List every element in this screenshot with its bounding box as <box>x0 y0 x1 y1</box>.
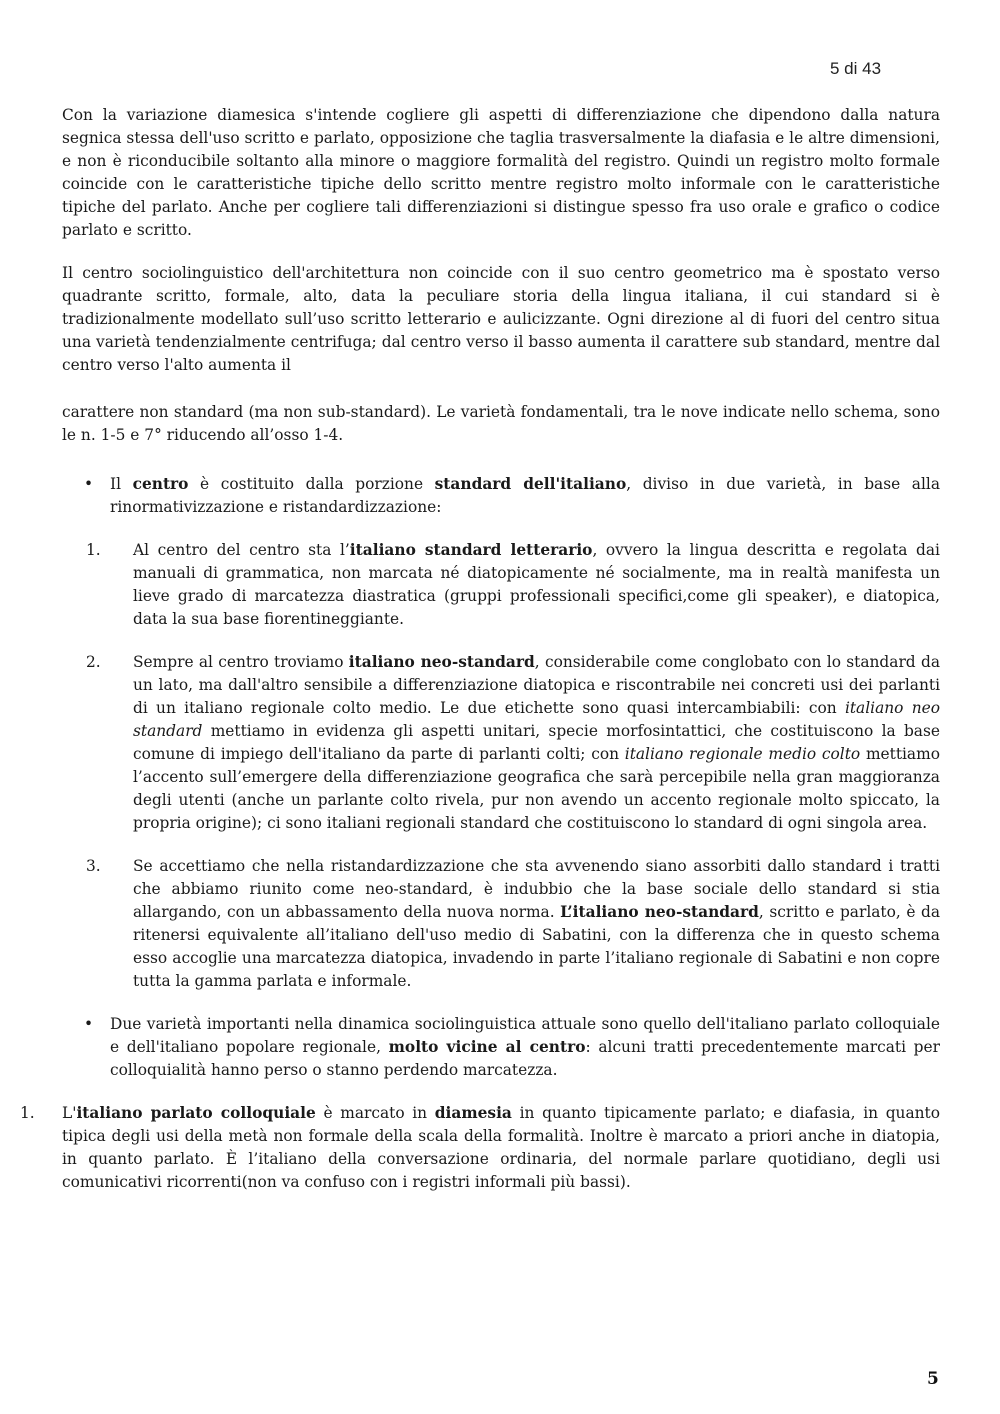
bullet-item-due-varieta <box>62 1013 940 1082</box>
list-item-standard-letterario <box>62 539 940 631</box>
list-number: 1. <box>86 541 101 559</box>
list-item-text: Sempre al centro troviamo italiano neo-standard, considerabile come conglobato con lo standard da un lato, ma dall'altro sensibile a differenziazione diatopica e riscontrabile nei concreti usi dei parlanti di un italiano regionale colto medio. Le due etichette sono quasi intercambiabili: con italiano neo standard mettiamo in evidenza gli aspetti unitari, specie morfosintattici, che costituiscono la base comune di impiego dell'italiano da parte di parlanti colti; con italiano regionale medio colto mettiamo l’accento sull’emergere della differenziazione geografica che sarà percepibile nella gran maggioranza degli utenti (anche un parlante colto rivela, pur non avendo un accento regionale molto spiccato, la propria origine); ci sono italiani regionali standard che costituiscono lo standard di ogni singola area. <box>133 653 940 832</box>
list-number: 3. <box>86 857 101 875</box>
bullet-marker: • <box>84 475 94 493</box>
paragraph-diamesica: Con la variazione diamesica s'intende cogliere gli aspetti di differenziazione che dipendono dalla natura segnica stessa dell'uso scritto e parlato, opposizione che taglia trasversalmente la diafasia e le altre dimensioni, e non è riconducibile soltanto alla minore o maggiore formalità del registro. Quindi un registro molto formale coincide con le caratteristiche tipiche dello scritto mentre registro molto informale con le caratteristiche tipiche del parlato. Anche per cogliere tali differenziazioni si distingue spesso fra uso orale e grafico o codice parlato e scritto. <box>62 106 940 239</box>
bullet-text: Il centro è costituito dalla porzione standard dell'italiano, diviso in due varietà, in base alla rinormativizzazione e ristandardizzazione: <box>110 475 940 516</box>
paragraph-varieta-fondamentali: carattere non standard (ma non sub-standard). Le varietà fondamentali, tra le nove indicate nello schema, sono le n. 1-5 e 7° riducendo all’osso 1-4. <box>62 403 940 444</box>
list-number: 2. <box>86 653 101 671</box>
page-counter: 5 di 43 <box>830 59 882 78</box>
list-item-ristandardizzazione <box>62 855 940 993</box>
list-number: 1. <box>20 1104 35 1122</box>
page-number: 5 <box>927 1369 939 1389</box>
list-item-neo-standard <box>62 651 940 835</box>
bullet-marker: • <box>84 1015 94 1033</box>
list-item-text: Se accettiamo che nella ristandardizzazione che sta avvenendo siano assorbiti dallo standard i tratti che abbiamo riunito come neo-standard, è indubbio che la base sociale dello standard si stia allargando, con un abbassamento della nuova norma. L’italiano neo-standard, scritto e parlato, è da ritenersi equivalente all’italiano dell'uso medio di Sabatini, con la differenza che in questo schema esso accoglie una marcatezza diatopica, invadendo in parte l’italiano regionale di Sabatini e non copre tutta la gamma parlata e informale. <box>133 857 940 990</box>
bullet-item-centro <box>62 473 940 519</box>
document-body <box>20 104 941 1214</box>
paragraph-centro-sociolinguistico: Il centro sociolinguistico dell'architettura non coincide con il suo centro geometrico ma è spostato verso quadrante scritto, formale, alto, data la peculiare storia della lingua italiana, il cui standard si è tradizionalmente modellato sull’uso scritto letterario e aulicizzante. Ogni direzione al di fuori del centro situa una varietà tendenzialmente centrifuga; dal centro verso il basso aumenta il carattere sub standard, mentre dal centro verso l'alto aumenta il <box>62 264 940 374</box>
list-item-parlato-colloquiale <box>20 1102 941 1194</box>
list-item-text: L'italiano parlato colloquiale è marcato in diamesia in quanto tipicamente parlato; e diafasia, in quanto tipica degli usi della metà non formale della scala della formalità. Inoltre è marcato a priori anche in diatopia, in quanto parlato. È l’italiano della conversazione ordinaria, del normale parlare quotidiano, degli usi comunicativi ricorrenti(non va confuso con i registri informali più bassi). <box>62 1104 941 1191</box>
list-item-text: Al centro del centro sta l’italiano standard letterario, ovvero la lingua descritta e regolata dai manuali di grammatica, non marcata né diatopicamente né socialmente, ma in realtà manifesta un lieve grado di marcatezza diastratica (gruppi professionali specifici,come gli speaker), e diatopica, data la sua base fiorentineggiante. <box>133 541 940 628</box>
bullet-text: Due varietà importanti nella dinamica sociolinguistica attuale sono quello dell'italiano parlato colloquiale e dell'italiano popolare regionale, molto vicine al centro: alcuni tratti precedentemente marcati per colloquialità hanno perso o stanno perdendo marcatezza. <box>110 1015 940 1079</box>
